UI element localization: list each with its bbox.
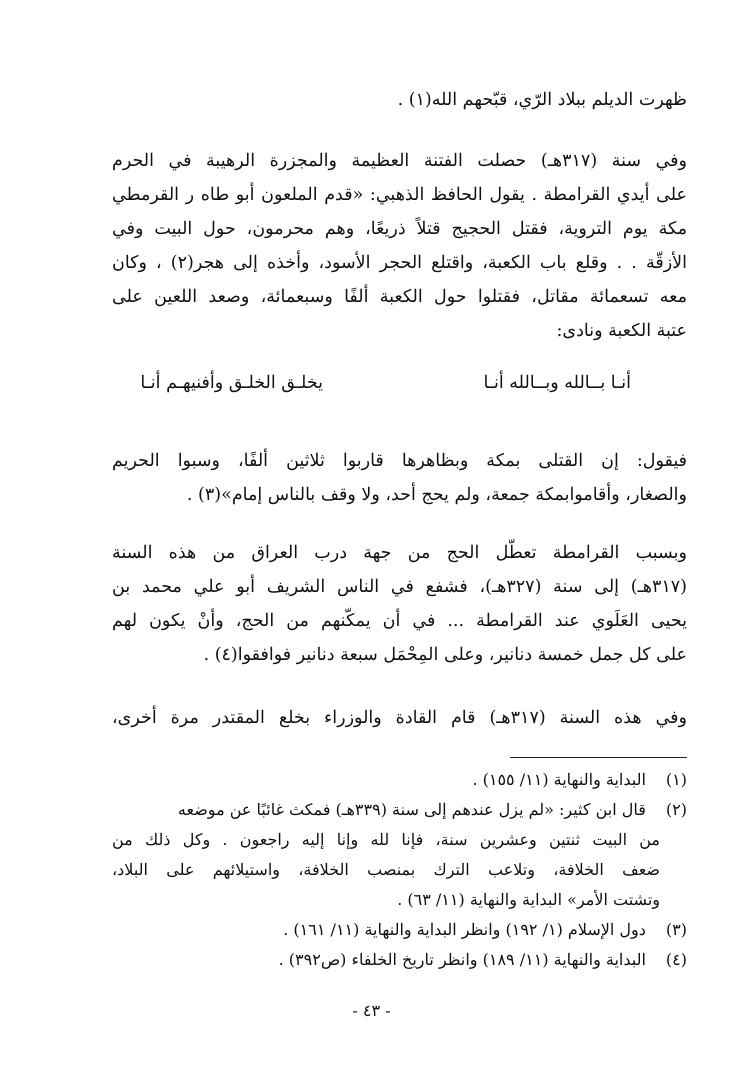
body-line: على كل جمل خمسة دنانير، وعلى المِحْمَل سبعة دنانير فوافقوا(٤) .	[203, 645, 687, 665]
footnote-2-line: من البيت ثنتين وعشرين سنة، فإنا لله وإنا إليه راجعون . وكل ذلك من	[112, 830, 660, 849]
footnote-1	[112, 766, 687, 793]
footnote-text: البداية والنهاية (١١/ ١٥٥) .	[472, 770, 646, 789]
footnote-2-line: ضعف الخلافة، وتلاعب الترك بمنصب الخلافة، واستيلائهم على البلاد،	[112, 860, 660, 879]
footnote-divider	[510, 757, 687, 758]
footnote-number: (٤)	[665, 950, 687, 969]
body-line: فيقول: إن القتلى بمكة وبظاهرها قاربوا ثلاثين ألفًا، وسبوا الحريم	[112, 451, 687, 471]
body-line: الأزقّة . . وقلع باب الكعبة، واقتلع الحجر الأسود، وأخذه إلى هجر(٢) ، وكان	[112, 253, 687, 273]
body-line: والصغار، وأقاموابمكة جمعة، ولم يحج أحد، ولا وقف بالناس إمام»(٣) .	[186, 485, 687, 505]
body-line: مكة يوم التروية، فقتل الحجيج قتلاً ذريعًا، وهم محرمون، حول البيت وفي	[112, 219, 687, 239]
footnote-number: (٣)	[665, 920, 687, 939]
footnote-text: البداية والنهاية (١١/ ١٨٩) وانظر تاريخ الخلفاء (ص٣٩٢) .	[278, 950, 646, 969]
footnote-4	[112, 946, 687, 973]
footnote-number: (٢)	[665, 800, 687, 819]
body-line: على أيدي القرامطة . يقول الحافظ الذهبي: «قدم الملعون أبو طاه ر القرمطي	[112, 185, 687, 205]
body-line: وفي هذه السنة (٣١٧هـ) قام القادة والوزراء بخلع المقتدر مرة أخرى،	[112, 708, 687, 728]
body-line: معه تسعمائة مقاتل، فقتلوا حول الكعبة ألفًا وسبعمائة، وصعد اللعين على	[112, 287, 687, 307]
body-line: وفي سنة (٣١٧هـ) حصلت الفتنة العظيمة والمجزرة الرهيبة في الحرم	[112, 151, 687, 171]
footnote-text: قال ابن كثير: «لم يزل عندهم إلى سنة (٣٣٩هـ) فمكث غائبًا عن موضعه	[177, 800, 646, 819]
footnote-3	[112, 916, 687, 943]
body-line: عتبة الكعبة ونادى:	[556, 321, 687, 341]
page-number: - ٤٣ -	[352, 1001, 391, 1020]
body-line: يحيى العَلَوي عند القرامطة ... في أن يمكّنهم من الحج، وأنْ يكون لهم	[112, 611, 687, 631]
footnote-2-line: وتشتت الأمر» البداية والنهاية (١١/ ٦٣) .	[397, 890, 660, 909]
verse-first-hemistich: أنـا بــالله وبــالله أنـا	[483, 373, 631, 393]
body-line: ظهرت الديلم ببلاد الرّي، قبّحهم الله(١) .	[397, 90, 687, 110]
verse-second-hemistich: يخلـق الخلـق وأفنيهـم أنـا	[140, 373, 323, 393]
body-line: وبسبب القرامطة تعطّل الحج من جهة درب العراق من هذه السنة	[112, 543, 687, 563]
footnote-text: دول الإسلام (١/ ١٩٢) وانظر البداية والنهاية (١١/ ١٦١) .	[283, 920, 646, 939]
body-line: (٣١٧هـ) إلى سنة (٣٢٧هـ)، فشفع في الناس الشريف أبو علي محمد بن	[112, 577, 687, 597]
footnote-number: (١)	[665, 770, 687, 789]
footnote-2	[112, 796, 687, 823]
